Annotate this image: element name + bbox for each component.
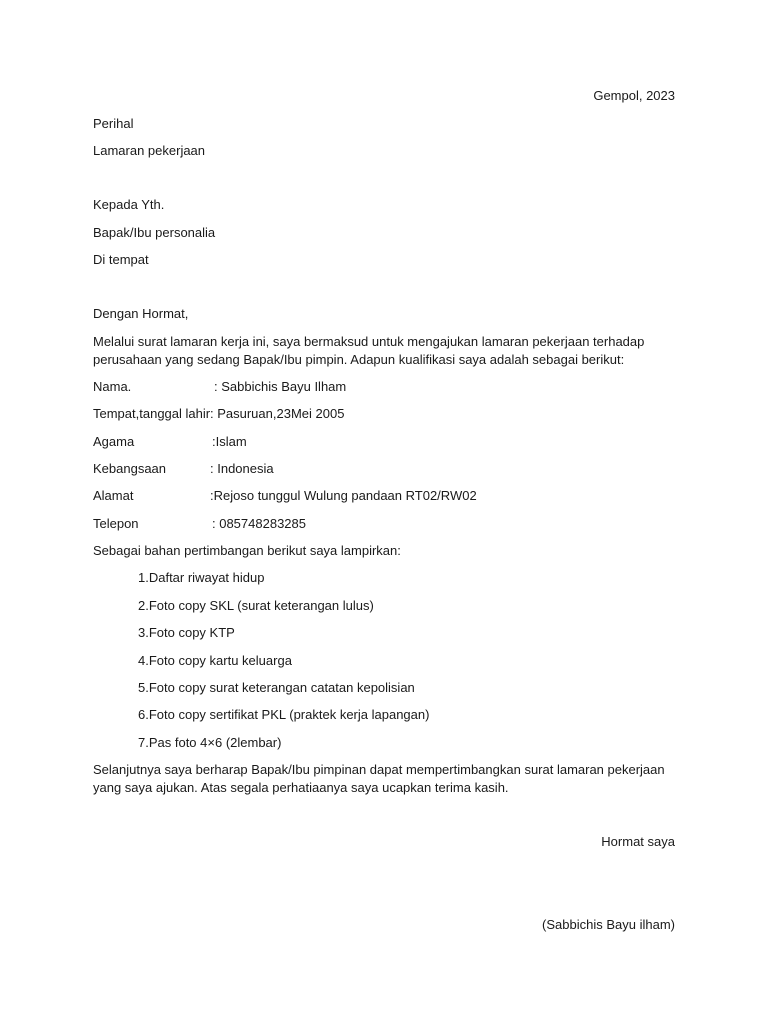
field-label: Agama — [93, 434, 135, 449]
attachment-item: 1.Daftar riwayat hidup — [138, 570, 265, 585]
perihal-value: Lamaran pekerjaan — [93, 143, 206, 158]
attachment-item: 6.Foto copy sertifikat PKL (praktek kerja lapangan) — [138, 707, 430, 722]
field-value: :Islam — [212, 434, 247, 449]
field-label: Alamat — [93, 488, 134, 503]
recipient-line-3: Di tempat — [93, 252, 149, 267]
field-label: Nama. — [93, 379, 132, 394]
signature-name: (Sabbichis Bayu ilham) — [542, 917, 675, 932]
recipient-line-1: Kepada Yth. — [93, 197, 165, 212]
field-value: : Sabbichis Bayu Ilham — [214, 379, 347, 394]
field-value: : Pasuruan,23Mei 2005 — [210, 406, 345, 421]
field-label: Tempat,tanggal lahir — [93, 406, 211, 421]
attachment-item: 4.Foto copy kartu keluarga — [138, 653, 292, 668]
field-value: : 085748283285 — [212, 516, 306, 531]
closing-line-1: Selanjutnya saya berharap Bapak/Ibu pimpinan dapat mempertimbangkan surat lamaran pekerjaan — [93, 762, 665, 777]
intro-line-1: Melalui surat lamaran kerja ini, saya bermaksud untuk mengajukan lamaran pekerjaan terhadap — [93, 334, 645, 349]
attachment-item: 5.Foto copy surat keterangan catatan kepolisian — [138, 680, 415, 695]
salutation: Dengan Hormat, — [93, 306, 189, 321]
field-value: :Rejoso tunggul Wulung pandaan RT02/RW02 — [210, 488, 477, 503]
recipient-line-2: Bapak/Ibu personalia — [93, 225, 216, 240]
attachments-intro: Sebagai bahan pertimbangan berikut saya lampirkan: — [93, 543, 401, 558]
closing-line-2: yang saya ajukan. Atas segala perhatiaanya saya ucapkan terima kasih. — [93, 780, 509, 795]
attachment-item: 2.Foto copy SKL (surat keterangan lulus) — [138, 598, 374, 613]
attachment-item: 7.Pas foto 4×6 (2lembar) — [138, 735, 282, 750]
intro-line-2: perusahaan yang sedang Bapak/Ibu pimpin. Adapun kualifikasi saya adalah sebagai berikut: — [93, 352, 625, 367]
field-label: Telepon — [93, 516, 139, 531]
sign-off: Hormat saya — [601, 834, 675, 849]
field-label: Kebangsaan — [93, 461, 167, 476]
place-date: Gempol, 2023 — [593, 88, 675, 103]
field-value: : Indonesia — [210, 461, 274, 476]
attachment-item: 3.Foto copy KTP — [138, 625, 235, 640]
perihal-label: Perihal — [93, 116, 134, 131]
